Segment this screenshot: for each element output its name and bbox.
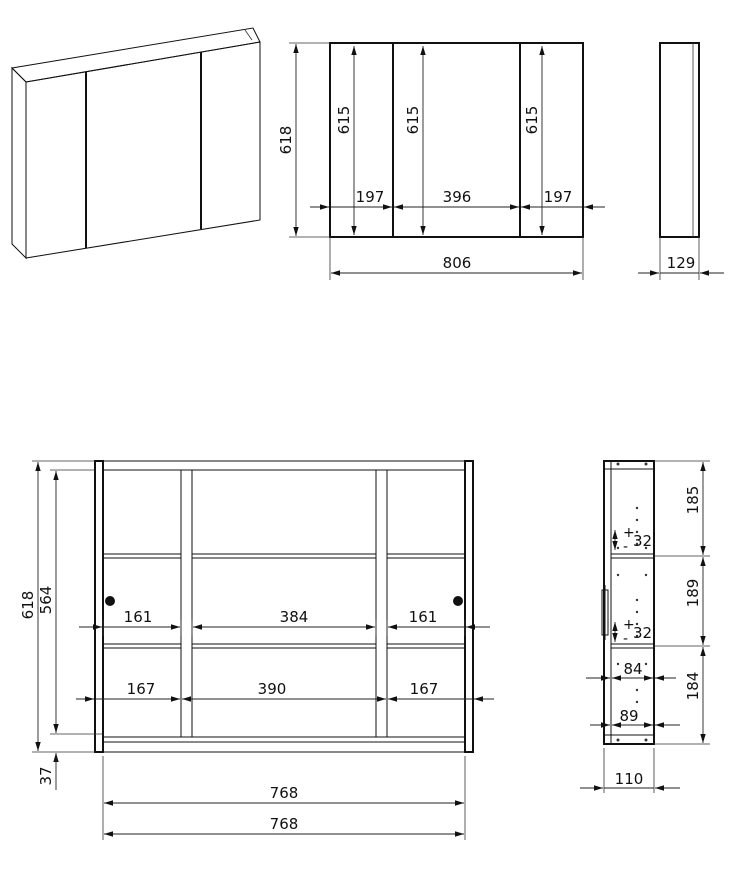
section-depth-label: 110	[614, 770, 644, 788]
front-height-label: 618	[277, 125, 295, 155]
section-lower-height-label: 184	[684, 671, 702, 701]
interior-view	[32, 461, 494, 840]
section-upper-plus-sign: +	[623, 525, 635, 541]
front-door-right-height-label: 615	[523, 105, 541, 135]
mounting-holes-icon	[617, 463, 648, 742]
side-depth-label: 129	[666, 254, 696, 272]
section-lower-adjust-label: 32	[633, 624, 653, 642]
interior-upper-right-label: 161	[408, 608, 438, 626]
interior-outer-height-label: 618	[19, 590, 37, 620]
interior-lower-right-label: 167	[409, 680, 439, 698]
section-shelf-depth-a-label: 84	[623, 660, 643, 678]
interior-width-bottom-label: 768	[269, 815, 299, 833]
front-width-right-label: 197	[543, 188, 573, 206]
interior-inner-height-label: 564	[37, 585, 55, 615]
socket-right-icon	[453, 596, 463, 606]
interior-upper-center-label: 384	[279, 608, 309, 626]
front-view	[289, 43, 605, 280]
section-upper-height-label: 185	[684, 485, 702, 515]
section-middle-height-label: 189	[684, 578, 702, 608]
interior-lower-left-label: 167	[126, 680, 156, 698]
section-shelf-depth-b-label: 89	[619, 707, 639, 725]
socket-left-icon	[105, 596, 115, 606]
section-upper-minus-sign: -	[623, 539, 629, 555]
section-lower-plus-sign: +	[623, 617, 635, 633]
interior-lower-center-label: 390	[257, 680, 287, 698]
interior-bottom-offset-label: 37	[37, 766, 55, 786]
front-door-center-height-label: 615	[404, 105, 422, 135]
front-width-center-label: 396	[442, 188, 472, 206]
side-view	[638, 43, 724, 280]
front-total-width-label: 806	[442, 254, 472, 272]
perspective-view	[12, 28, 260, 258]
section-upper-adjust-label: 32	[633, 532, 653, 550]
section-lower-minus-sign: -	[623, 631, 629, 647]
interior-upper-left-label: 161	[123, 608, 153, 626]
front-width-left-label: 197	[355, 188, 385, 206]
interior-width-top-label: 768	[269, 784, 299, 802]
front-door-left-height-label: 615	[335, 105, 353, 135]
